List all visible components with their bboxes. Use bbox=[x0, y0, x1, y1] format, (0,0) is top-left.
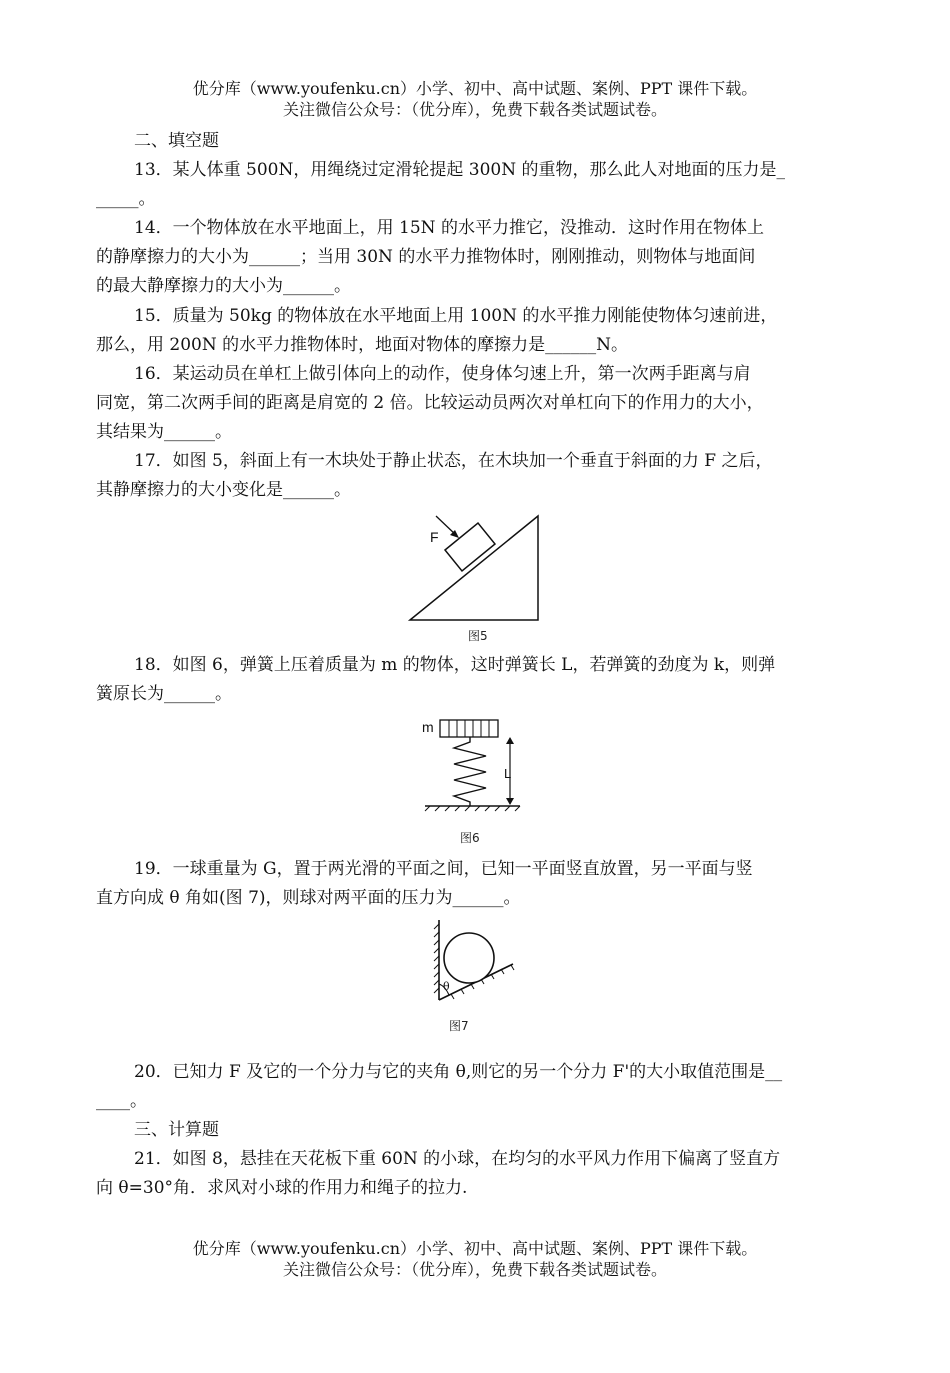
figure-7-caption: 图7 bbox=[449, 1019, 469, 1033]
angle-label: θ bbox=[443, 980, 450, 993]
q17-line-2: 其静摩擦力的大小变化是______。 bbox=[96, 480, 351, 500]
q14-line-3: 的最大静摩擦力的大小为______。 bbox=[96, 276, 351, 296]
question-14 bbox=[96, 214, 858, 301]
mass-label: m bbox=[422, 719, 434, 735]
q19-line-2: 直方向成 θ 角如(图 7)，则球对两平面的压力为______。 bbox=[96, 888, 521, 908]
question-20 bbox=[96, 1058, 858, 1116]
wooden-block bbox=[445, 523, 495, 571]
q18-line-2: 簧原长为______。 bbox=[96, 684, 232, 704]
question-15 bbox=[96, 302, 858, 360]
figure-7 bbox=[425, 918, 525, 1038]
ball bbox=[444, 933, 494, 983]
q16-line-3: 其结果为______。 bbox=[96, 422, 232, 442]
q19-line-1: 19．一球重量为 G，置于两光滑的平面之间，已知一平面竖直放置，另一平面与竖 bbox=[134, 859, 753, 879]
question-16 bbox=[96, 360, 858, 447]
q16-line-2: 同宽，第二次两手间的距离是肩宽的 2 倍。比较运动员两次对单杠向下的作用力的大小， bbox=[96, 393, 764, 413]
figure-5-caption: 图5 bbox=[468, 629, 488, 643]
q18-line-1: 18．如图 6，弹簧上压着质量为 m 的物体，这时弹簧长 L，若弹簧的劲度为 k，则弹 bbox=[134, 655, 776, 675]
section-title-fill-blank: 二、填空题 bbox=[134, 131, 219, 151]
figure-6-caption: 图6 bbox=[460, 831, 480, 845]
footer-line-2: 关注微信公众号：（优分库），免费下载各类试题试卷。 bbox=[282, 1260, 667, 1279]
question-21 bbox=[96, 1145, 858, 1203]
q13-line-2: _____。 bbox=[96, 189, 156, 209]
q14-line-2: 的静摩擦力的大小为______；当用 30N 的水平力推物体时，刚刚推动，则物体与地面间 bbox=[96, 247, 756, 267]
q21-line-1: 21．如图 8，悬挂在天花板下重 60N 的小球，在均匀的水平风力作用下偏离了竖直方 bbox=[134, 1149, 781, 1169]
length-label: L bbox=[504, 766, 512, 781]
q13-line-1: 13．某人体重 500N，用绳绕过定滑轮提起 300N 的重物，那么此人对地面的压力是_ bbox=[134, 160, 785, 180]
q20-line-1: 20．已知力 F 及它的一个分力与它的夹角 θ,则它的另一个分力 F'的大小取值范围是__ bbox=[134, 1062, 783, 1082]
header-line-2: 关注微信公众号：（优分库），免费下载各类试题试卷。 bbox=[282, 100, 667, 119]
q15-line-2: 那么，用 200N 的水平力推物体时，地面对物体的摩擦力是______N。 bbox=[96, 335, 629, 355]
figure-6 bbox=[420, 712, 530, 852]
spring bbox=[454, 737, 486, 806]
page-footer bbox=[0, 1238, 950, 1280]
section-title-calculation: 三、计算题 bbox=[134, 1120, 219, 1140]
question-19 bbox=[96, 855, 858, 913]
q15-line-1: 15．质量为 50kg 的物体放在水平地面上用 100N 的水平推力刚能使物体匀速前进， bbox=[134, 306, 778, 326]
question-13 bbox=[96, 156, 858, 214]
figure-5 bbox=[400, 508, 550, 648]
question-18 bbox=[96, 651, 858, 709]
force-label: F bbox=[430, 529, 439, 545]
q21-line-2: 向 θ=30°角．求风对小球的作用力和绳子的拉力. bbox=[96, 1178, 468, 1198]
q20-line-2: ____。 bbox=[96, 1091, 147, 1111]
q14-line-1: 14．一个物体放在水平地面上，用 15N 的水平力推它，没推动．这时作用在物体上 bbox=[134, 218, 764, 238]
footer-line-1: 优分库（www.youfenku.cn）小学、初中、高中试题、案例、PPT 课件下载。 bbox=[192, 1239, 758, 1258]
question-17 bbox=[96, 447, 858, 505]
page-header bbox=[0, 78, 950, 120]
q16-line-1: 16．某运动员在单杠上做引体向上的动作，使身体匀速上升，第一次两手距离与肩 bbox=[134, 364, 751, 384]
header-line-1: 优分库（www.youfenku.cn）小学、初中、高中试题、案例、PPT 课件下载。 bbox=[192, 79, 758, 98]
q17-line-1: 17．如图 5，斜面上有一木块处于静止状态，在木块加一个垂直于斜面的力 F 之后， bbox=[134, 451, 773, 471]
